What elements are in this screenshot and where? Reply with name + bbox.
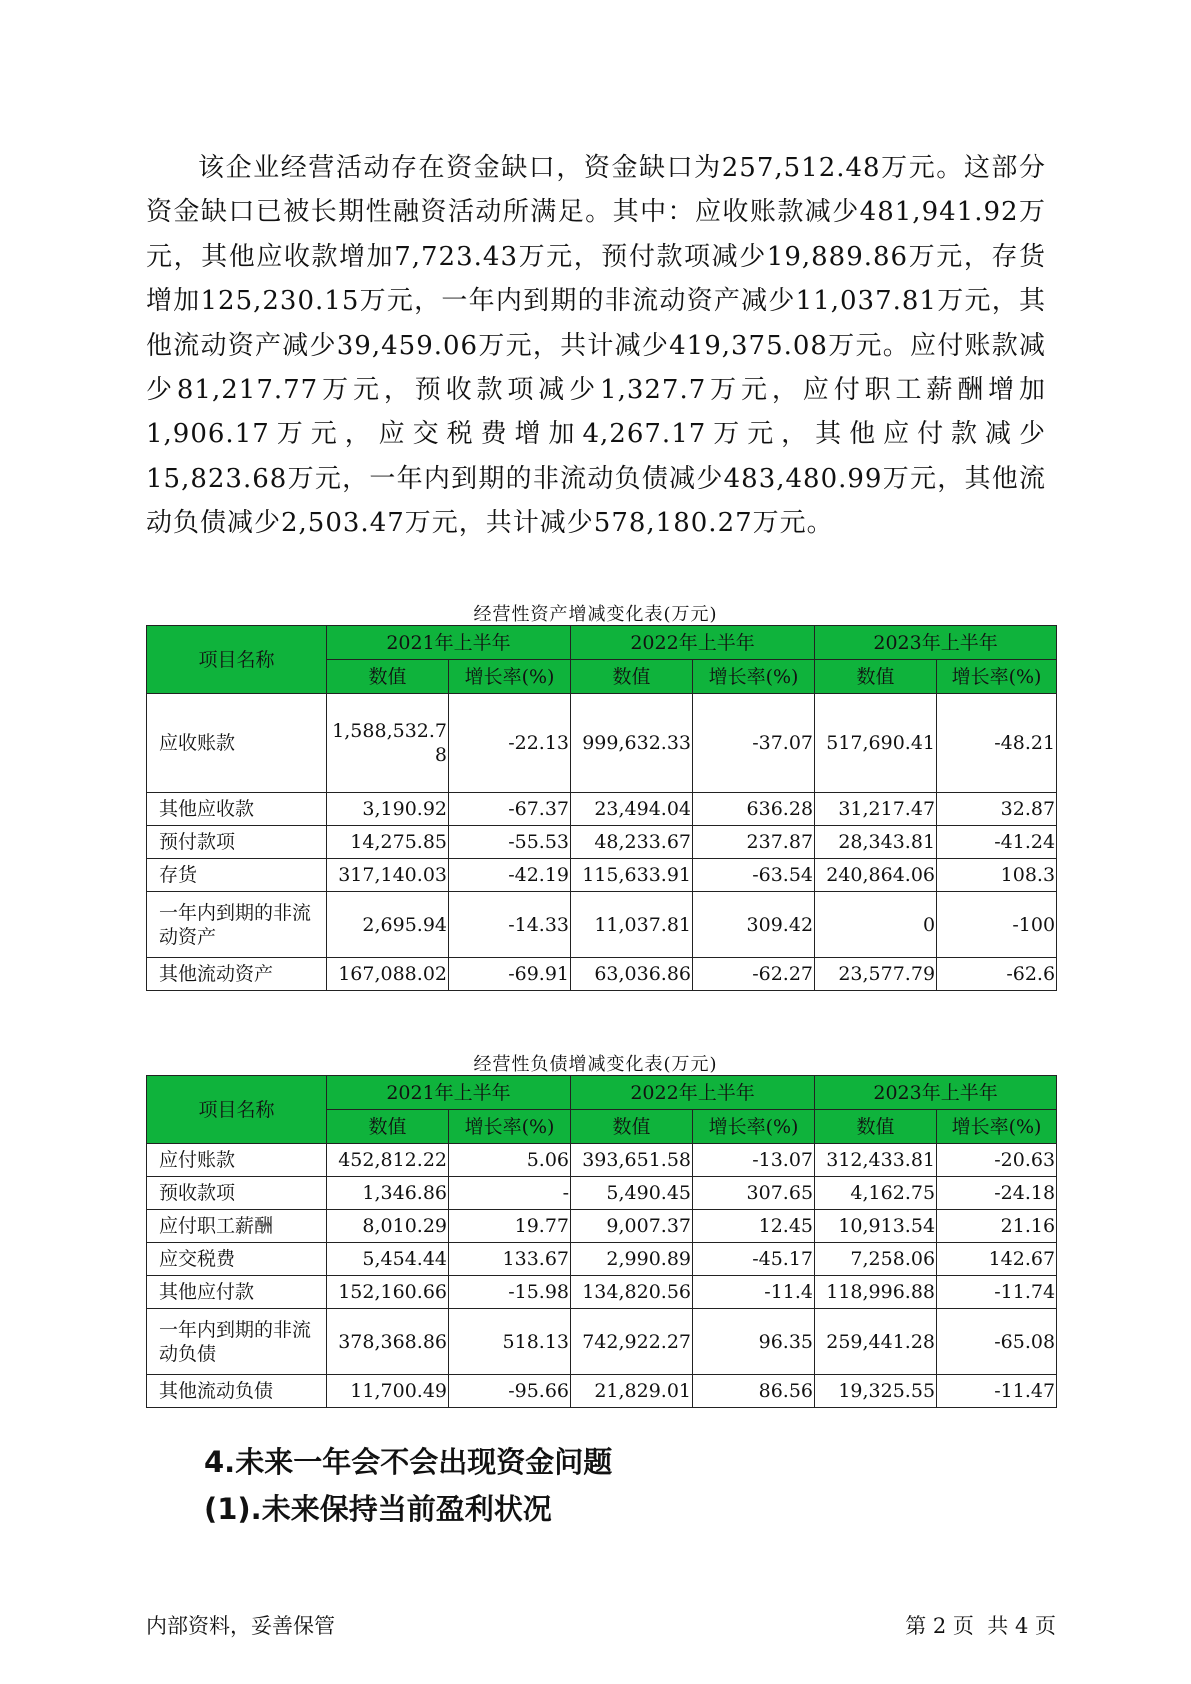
- asset-table: [146, 625, 1057, 991]
- header-rate: 增长率(%): [449, 1110, 571, 1144]
- row-name: 应付账款: [147, 1144, 327, 1177]
- cell-value: 4,162.75: [815, 1177, 937, 1210]
- cell-rate: -11.4: [693, 1276, 815, 1309]
- cell-rate: 21.16: [937, 1210, 1057, 1243]
- cell-value: 2,695.94: [327, 892, 449, 958]
- table-row: [147, 826, 1057, 859]
- header-item-name: 项目名称: [147, 626, 327, 694]
- header-rate: 增长率(%): [693, 660, 815, 694]
- table-row: [147, 1375, 1057, 1408]
- cell-rate: -37.07: [693, 694, 815, 793]
- table-row: [147, 1243, 1057, 1276]
- cell-rate: -13.07: [693, 1144, 815, 1177]
- cell-rate: 237.87: [693, 826, 815, 859]
- header-value: 数值: [571, 660, 693, 694]
- row-name: 预收款项: [147, 1177, 327, 1210]
- cell-rate: -62.27: [693, 958, 815, 991]
- cell-value: 378,368.86: [327, 1309, 449, 1375]
- header-period-2023: 2023年上半年: [815, 626, 1057, 660]
- cell-value: 1,346.86: [327, 1177, 449, 1210]
- cell-value: 317,140.03: [327, 859, 449, 892]
- table-row: [147, 958, 1057, 991]
- header-period-2023: 2023年上半年: [815, 1076, 1057, 1110]
- cell-value: 2,990.89: [571, 1243, 693, 1276]
- row-name: 其他应收款: [147, 793, 327, 826]
- cell-rate: -14.33: [449, 892, 571, 958]
- cell-value: 31,217.47: [815, 793, 937, 826]
- cell-value: 9,007.37: [571, 1210, 693, 1243]
- header-value: 数值: [327, 660, 449, 694]
- table-row: [147, 1309, 1057, 1375]
- cell-value: 63,036.86: [571, 958, 693, 991]
- cell-rate: -100: [937, 892, 1057, 958]
- header-period-2021: 2021年上半年: [327, 626, 571, 660]
- table-row: [147, 1177, 1057, 1210]
- header-value: 数值: [815, 660, 937, 694]
- cell-rate: -95.66: [449, 1375, 571, 1408]
- cell-value: 19,325.55: [815, 1375, 937, 1408]
- cell-rate: 96.35: [693, 1309, 815, 1375]
- cell-rate: -45.17: [693, 1243, 815, 1276]
- cell-value: 48,233.67: [571, 826, 693, 859]
- table-row: [147, 859, 1057, 892]
- row-name: 应付职工薪酬: [147, 1210, 327, 1243]
- cell-rate: -20.63: [937, 1144, 1057, 1177]
- cell-rate: -24.18: [937, 1177, 1057, 1210]
- cell-value: 118,996.88: [815, 1276, 937, 1309]
- cell-value: 312,433.81: [815, 1144, 937, 1177]
- cell-rate: -65.08: [937, 1309, 1057, 1375]
- row-name: 应收账款: [147, 694, 327, 793]
- header-period-2022: 2022年上半年: [571, 626, 815, 660]
- cell-value: 240,864.06: [815, 859, 937, 892]
- cell-rate: -55.53: [449, 826, 571, 859]
- cell-rate: -42.19: [449, 859, 571, 892]
- row-name: 预付款项: [147, 826, 327, 859]
- cell-value: 167,088.02: [327, 958, 449, 991]
- table-row: [147, 892, 1057, 958]
- header-item-name: 项目名称: [147, 1076, 327, 1144]
- table-row: [147, 1276, 1057, 1309]
- cell-rate: 19.77: [449, 1210, 571, 1243]
- subsection-heading: (1).未来保持当前盈利状况: [204, 1492, 552, 1526]
- cell-rate: -22.13: [449, 694, 571, 793]
- cell-value: 393,651.58: [571, 1144, 693, 1177]
- cell-rate: -: [449, 1177, 571, 1210]
- row-name: 一年内到期的非流动负债: [147, 1309, 327, 1375]
- cell-rate: -48.21: [937, 694, 1057, 793]
- header-rate: 增长率(%): [693, 1110, 815, 1144]
- table-row: [147, 694, 1057, 793]
- cell-rate: -15.98: [449, 1276, 571, 1309]
- cell-value: 999,632.33: [571, 694, 693, 793]
- row-name: 存货: [147, 859, 327, 892]
- cell-value: 11,700.49: [327, 1375, 449, 1408]
- cell-rate: -67.37: [449, 793, 571, 826]
- row-name: 其他流动负债: [147, 1375, 327, 1408]
- cell-value: 21,829.01: [571, 1375, 693, 1408]
- table-row: [147, 1144, 1057, 1177]
- header-period-2022: 2022年上半年: [571, 1076, 815, 1110]
- cell-rate: 86.56: [693, 1375, 815, 1408]
- row-name: 一年内到期的非流动资产: [147, 892, 327, 958]
- asset-table-caption: 经营性资产增减变化表(万元): [473, 604, 718, 625]
- table-row: [147, 793, 1057, 826]
- cell-value: 5,490.45: [571, 1177, 693, 1210]
- cell-value: 152,160.66: [327, 1276, 449, 1309]
- cell-value: 517,690.41: [815, 694, 937, 793]
- header-value: 数值: [327, 1110, 449, 1144]
- analysis-paragraph: 该企业经营活动存在资金缺口，资金缺口为257,512.48万元。这部分资金缺口已被长期性融资活动所满足。其中：应收账款减少481,941.92万元，其他应收款增加7,723.43万元，预付款项减少19,889.86万元，存货增加125,230.15万元，一年内到期的非流动资产减少11,037.81万元，其他流动资产减少39,459.06万元，共计减少419,375.08万元。应付账款减少81,217.77万元，预收款项减少1,327.7万元，应付职工薪酬增加1,906.17万元，应交税费增加4,267.17万元，其他应付款减少15,823.68万元，一年内到期的非流动负债减少483,480.99万元，其他流动负债减少2,503.47万元，共计减少578,180.27万元。: [146, 153, 1046, 539]
- header-period-2021: 2021年上半年: [327, 1076, 571, 1110]
- table-row: [147, 1210, 1057, 1243]
- cell-value: 14,275.85: [327, 826, 449, 859]
- cell-rate: 108.3: [937, 859, 1057, 892]
- cell-rate: 32.87: [937, 793, 1057, 826]
- cell-value: 134,820.56: [571, 1276, 693, 1309]
- cell-value: 742,922.27: [571, 1309, 693, 1375]
- header-rate: 增长率(%): [937, 660, 1057, 694]
- cell-rate: 12.45: [693, 1210, 815, 1243]
- header-value: 数值: [815, 1110, 937, 1144]
- cell-rate: -41.24: [937, 826, 1057, 859]
- section-heading: 4.未来一年会不会出现资金问题: [204, 1445, 613, 1479]
- cell-value: 10,913.54: [815, 1210, 937, 1243]
- liability-table: [146, 1075, 1057, 1408]
- cell-value: 0: [815, 892, 937, 958]
- cell-value: 115,633.91: [571, 859, 693, 892]
- row-name: 其他流动资产: [147, 958, 327, 991]
- cell-value: 7,258.06: [815, 1243, 937, 1276]
- cell-rate: 133.67: [449, 1243, 571, 1276]
- cell-rate: -11.74: [937, 1276, 1057, 1309]
- cell-rate: -62.6: [937, 958, 1057, 991]
- cell-rate: -69.91: [449, 958, 571, 991]
- header-value: 数值: [571, 1110, 693, 1144]
- cell-value: 1,588,532.78: [327, 694, 449, 793]
- cell-rate: 309.42: [693, 892, 815, 958]
- row-name: 应交税费: [147, 1243, 327, 1276]
- cell-rate: 636.28: [693, 793, 815, 826]
- cell-rate: 5.06: [449, 1144, 571, 1177]
- cell-rate: -11.47: [937, 1375, 1057, 1408]
- cell-value: 452,812.22: [327, 1144, 449, 1177]
- cell-rate: -63.54: [693, 859, 815, 892]
- cell-value: 8,010.29: [327, 1210, 449, 1243]
- cell-value: 11,037.81: [571, 892, 693, 958]
- header-rate: 增长率(%): [449, 660, 571, 694]
- liability-table-caption: 经营性负债增减变化表(万元): [473, 1054, 718, 1075]
- cell-value: 23,494.04: [571, 793, 693, 826]
- cell-value: 23,577.79: [815, 958, 937, 991]
- cell-value: 3,190.92: [327, 793, 449, 826]
- cell-rate: 518.13: [449, 1309, 571, 1375]
- cell-value: 259,441.28: [815, 1309, 937, 1375]
- row-name: 其他应付款: [147, 1276, 327, 1309]
- footer-page-number: 第 2 页 共 4 页: [905, 1614, 1056, 1638]
- cell-rate: 142.67: [937, 1243, 1057, 1276]
- cell-value: 28,343.81: [815, 826, 937, 859]
- footer-confidential-note: 内部资料，妥善保管: [146, 1614, 335, 1638]
- cell-rate: 307.65: [693, 1177, 815, 1210]
- cell-value: 5,454.44: [327, 1243, 449, 1276]
- header-rate: 增长率(%): [937, 1110, 1057, 1144]
